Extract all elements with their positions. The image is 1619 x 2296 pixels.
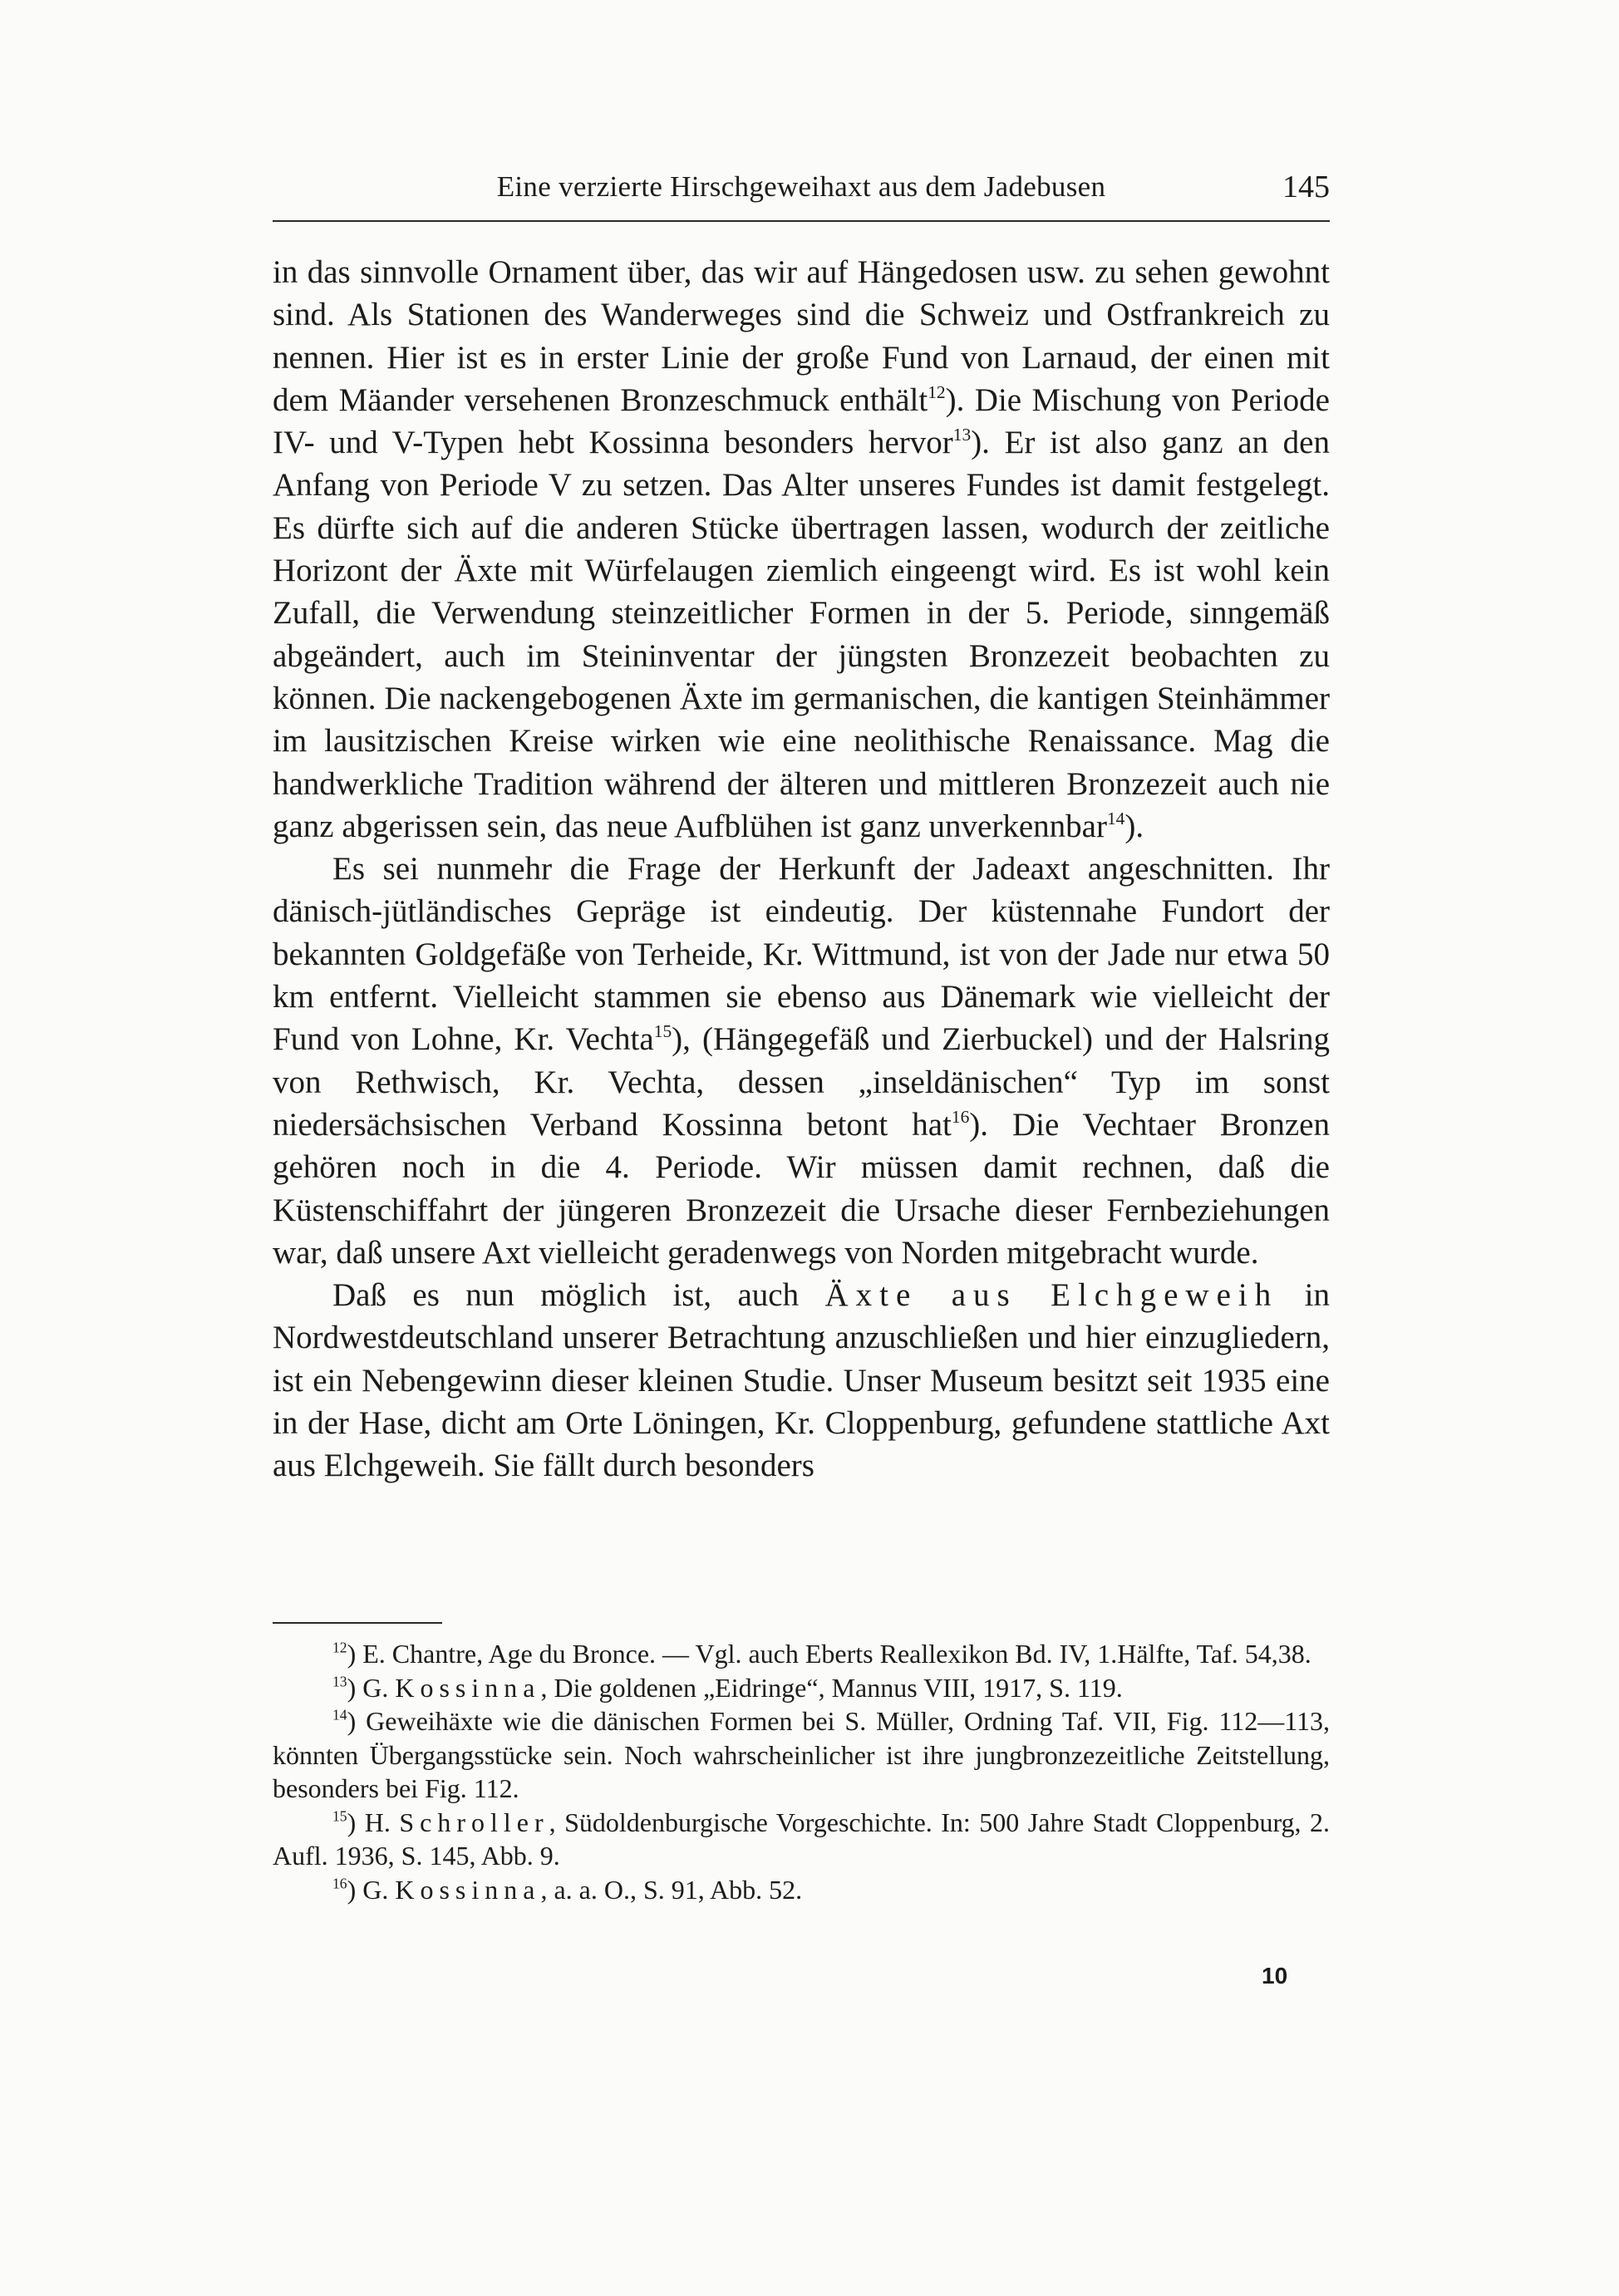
emphasis-spaced: Äxte aus Elchgeweih (824, 1277, 1279, 1314)
footnote-text: , Südoldenburgische Vorgeschichte. In: 500 Jahre Stadt Cloppenburg, 2. Aufl. 1936, S. 145, Abb. 9. (273, 1807, 1331, 1871)
footnote-number: 13 (332, 1673, 347, 1690)
footnote-text: , Die goldenen „Eidringe“, Mannus VIII, 1917, S. 119. (540, 1672, 1123, 1703)
footnote-text: ) E. Chantre, Age du Bronce. — Vgl. auch Eberts Reallexikon Bd. IV, 1.Hälfte, Taf. 54,38. (347, 1639, 1311, 1669)
signature-mark: 10 (1262, 1963, 1288, 1989)
text-run: ). Er ist also ganz an den Anfang von Periode V zu setzen. Das Alter unseres Fundes ist damit festgelegt. Es dürfte sich auf die anderen Stücke übertragen lassen, wodurch der zeitliche Horizont der Äxte mit Würfelaugen ziemlich eingeengt wird. Es ist wohl kein Zufall, die Verwendung steinzeitlicher Formen in der 5. Periode, sinngemäß abgeändert, auch im Steininventar der jüngsten Bronzezeit beobachten zu können. Die nackengebogenen Äxte im germanischen, die kantigen Steinhämmer im lausitzischen Kreise wirken wie eine neolithische Renaissance. Mag die handwerkliche Tradition während der älteren und mittleren Bronzezeit auch nie ganz abgerissen sein, das neue Aufblühen ist ganz unverkennbar (273, 425, 1330, 844)
footnote-text: , a. a. O., S. 91, Abb. 52. (540, 1874, 803, 1905)
paragraph-1 (273, 251, 1330, 848)
footnote-ref-14: 14 (1106, 808, 1125, 828)
footnotes (273, 1637, 1330, 1906)
footnote-number: 15 (332, 1807, 347, 1825)
text-run: ). (1124, 808, 1144, 844)
paragraph-2 (273, 848, 1330, 1274)
footnote-rule (273, 1622, 442, 1624)
footnote-text: ) G. (347, 1874, 396, 1905)
page-number: 145 (1282, 170, 1330, 204)
footnote-16 (273, 1873, 1330, 1907)
text-run: ), (Hängegefäß und Zierbuckel) und der Halsring von Rethwisch, Kr. Vechta, dessen „inseldänischen“ Typ im sonst niedersächsischen Verband Kossinna betont hat (273, 1021, 1331, 1143)
footnote-number: 14 (332, 1706, 347, 1723)
footnote-ref-15: 15 (653, 1021, 672, 1042)
paragraph-3 (273, 1274, 1330, 1487)
text-run: Daß es nun möglich ist, auch (332, 1277, 825, 1314)
text-run: in Nordwestdeutschland unserer Betrachtung anzuschließen und hier einzugliedern, ist ein Nebengewinn dieser kleinen Studie. Unser Museum besitzt seit 1935 eine in der Hase, dicht am Orte Löningen, Kr. Cloppenburg, gefundene stattliche Axt aus Elchgeweih. Sie fällt durch besonders (273, 1277, 1331, 1484)
text-run: Es sei nunmehr die Frage der Herkunft der Jadeaxt angeschnitten. Ihr dänisch-jütländisches Gepräge ist eindeutig. Der küstennahe Fundort der bekannten Goldgefäße von Terheide, Kr. Wittmund, ist von der Jade nur etwa 50 km entfernt. Vielleicht stammen sie ebenso aus Dänemark wie vielleicht der Fund von Lohne, Kr. Vechta (273, 851, 1330, 1058)
footnote-number: 12 (332, 1639, 347, 1656)
footnote-15 (273, 1806, 1330, 1873)
footnote-text: ) G. (347, 1672, 396, 1703)
text-run: in das sinnvolle Ornament über, das wir auf Hängedosen usw. zu sehen gewohnt sind. Als Stationen des Wanderweges sind die Schweiz und Ostfrankreich zu nennen. Hier ist es in erster Linie der große Fund von Larnaud, der einen mit dem Mäander versehenen Bronzeschmuck enthält (273, 254, 1330, 418)
footnote-text: ) H. (347, 1807, 400, 1837)
main-text (273, 251, 1330, 1487)
footnote-12 (273, 1637, 1330, 1671)
running-title: Eine verzierte Hirschgeweihaxt aus dem Jadebusen (496, 170, 1106, 203)
text-run: ). Die Mischung von Periode IV- und V-Typen hebt Kossinna besonders hervor (273, 381, 1330, 461)
author-spaced: Kossinna (395, 1874, 541, 1905)
author-spaced: Schroller (399, 1807, 549, 1837)
author-spaced: Kossinna (395, 1672, 541, 1703)
text-run: ). Die Vechtaer Bronzen gehören noch in die 4. Periode. Wir müssen damit rechnen, daß die Küstenschiffahrt der jüngeren Bronzezeit die Ursache dieser Fernbeziehungen war, daß unsere Axt vielleicht geradenwegs von Norden mitgebracht wurde. (273, 1106, 1330, 1271)
footnote-text: ) Geweihäxte wie die dänischen Formen bei S. Müller, Ordning Taf. VII, Fig. 112—113, könnten Übergangsstücke sein. Noch wahrscheinlicher ist ihre jungbronzezeitliche Zeitstellung, besonders bei Fig. 112. (273, 1706, 1330, 1803)
footnote-13 (273, 1671, 1330, 1705)
running-header (273, 170, 1330, 222)
footnote-ref-16: 16 (951, 1106, 970, 1127)
footnote-ref-13: 13 (952, 425, 972, 445)
footnote-14 (273, 1704, 1330, 1806)
footnote-number: 16 (332, 1875, 347, 1892)
footnote-ref-12: 12 (928, 381, 946, 402)
